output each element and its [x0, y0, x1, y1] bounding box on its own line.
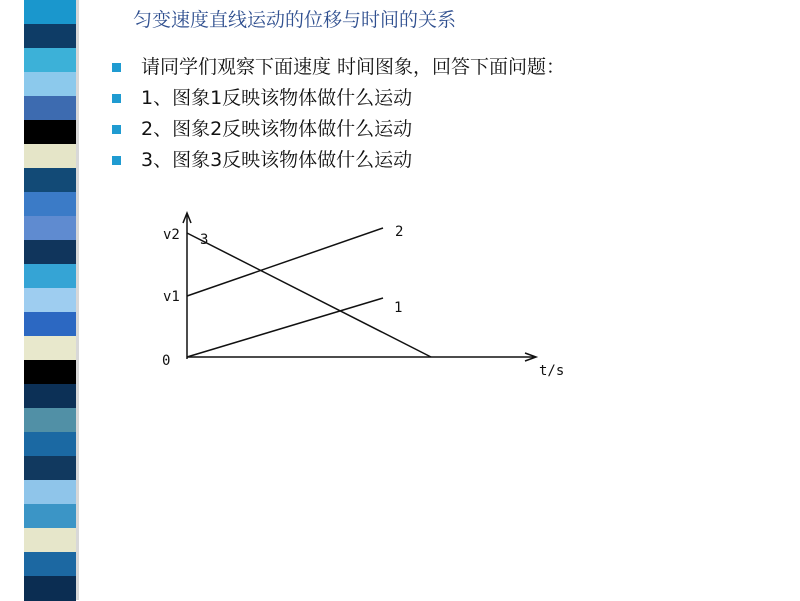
stripe-block [24, 144, 76, 169]
bullet-item [112, 55, 565, 86]
line-3-label: 3 [200, 232, 209, 248]
stripe-block [24, 264, 76, 289]
bullet-item [112, 86, 565, 117]
stripe-block [24, 432, 76, 457]
stripe-block [24, 168, 76, 193]
stripe-block [24, 216, 76, 241]
stripe-block [24, 360, 76, 385]
stripe-block [24, 240, 76, 265]
stripe-block [24, 24, 76, 49]
bullet-text: 请同学们观察下面速度 时间图象，回答下面问题： [141, 56, 566, 78]
stripe-block [24, 504, 76, 529]
bullet-square-icon [112, 63, 121, 72]
bullet-square-icon [112, 94, 121, 103]
stripe-block [24, 72, 76, 97]
stripe-block [24, 48, 76, 73]
bullet-text: 3、图象3反映该物体做什么运动 [141, 149, 413, 171]
stripe-block [24, 528, 76, 553]
line-2 [187, 228, 383, 296]
stripe-block [24, 288, 76, 313]
v1-label: v1 [163, 289, 180, 305]
origin-label: 0 [162, 353, 171, 369]
line-1-label: 1 [394, 300, 403, 316]
bullet-text: 2、图象2反映该物体做什么运动 [141, 118, 413, 140]
line-2-label: 2 [395, 224, 404, 240]
bullet-text: 1、图象1反映该物体做什么运动 [141, 87, 413, 109]
stripe-block [24, 408, 76, 433]
stripe-block [24, 576, 76, 601]
bullet-item [112, 148, 565, 179]
stripe-block [24, 0, 76, 25]
stripe-block [24, 456, 76, 481]
line-3 [187, 233, 431, 357]
decorative-stripe [24, 0, 76, 600]
v2-label: v2 [163, 227, 180, 243]
stripe-block [24, 120, 76, 145]
stripe-block [24, 336, 76, 361]
t-axis-label: t/s [539, 363, 565, 379]
stripe-block [24, 192, 76, 217]
line-1 [187, 298, 383, 357]
stripe-block [24, 96, 76, 121]
stripe-block [24, 480, 76, 505]
bullet-item [112, 117, 565, 148]
slide-title: 匀变速度直线运动的位移与时间的关系 [133, 9, 457, 31]
bullet-square-icon [112, 156, 121, 165]
stripe-block [24, 552, 76, 577]
stripe-block [24, 312, 76, 337]
velocity-time-graph [150, 205, 590, 385]
bullet-square-icon [112, 125, 121, 134]
bullet-list [112, 55, 565, 179]
stripe-block [24, 384, 76, 409]
